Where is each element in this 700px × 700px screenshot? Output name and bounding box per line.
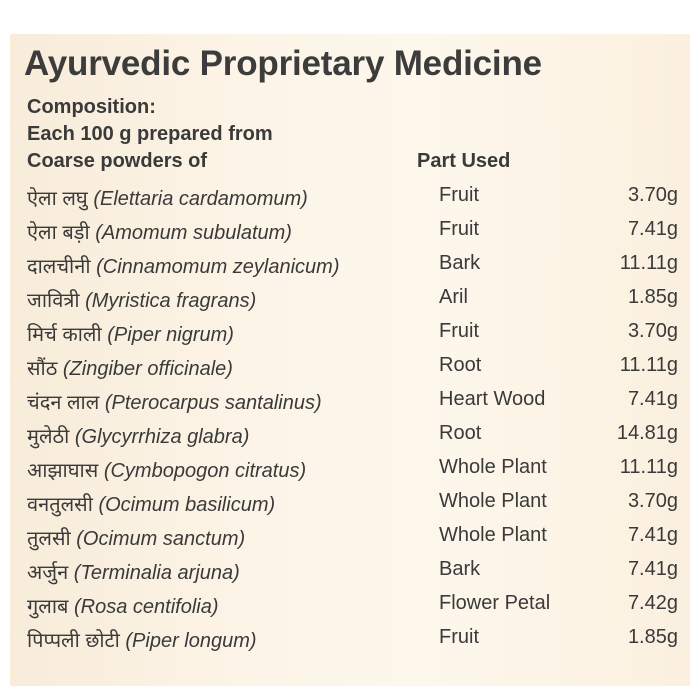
ingredient-latin-name: (Ocimum sanctum) — [76, 528, 246, 550]
ingredient-latin-name: (Piper nigrum) — [107, 324, 234, 346]
ingredient-name — [27, 218, 292, 245]
ingredient-hindi-name: ऐला बड़ी — [27, 222, 90, 244]
ingredient-row — [10, 418, 690, 452]
ingredient-quantity: 11.11g — [619, 354, 678, 376]
ingredient-latin-name: (Ocimum basilicum) — [98, 494, 276, 516]
ingredient-quantity: 11.11g — [619, 252, 678, 274]
ingredient-latin-name: (Zingiber officinale) — [62, 358, 233, 380]
ingredient-part-used: Aril — [439, 286, 468, 308]
ingredient-row — [10, 520, 690, 554]
ingredient-latin-name: (Piper longum) — [125, 630, 257, 652]
ingredient-row — [10, 622, 690, 656]
ingredient-quantity: 14.81g — [616, 422, 678, 444]
ingredient-quantity: 1.85g — [627, 626, 678, 648]
ingredient-latin-name: (Amomum subulatum) — [95, 222, 292, 244]
ingredient-quantity: 3.70g — [627, 490, 678, 512]
ingredient-hindi-name: वनतुलसी — [27, 494, 93, 516]
ingredient-name — [27, 184, 308, 211]
ingredient-quantity: 3.70g — [627, 184, 678, 206]
ingredient-part-used: Whole Plant — [439, 490, 547, 512]
ingredient-name — [27, 558, 240, 585]
ingredient-row — [10, 214, 690, 248]
ingredient-latin-name: (Cinnamomum zeylanicum) — [96, 256, 340, 278]
coarse-powders-line: Coarse powders of — [27, 150, 208, 172]
ingredient-row — [10, 180, 690, 214]
ingredient-latin-name: (Terminalia arjuna) — [73, 562, 240, 584]
ingredient-name — [27, 626, 257, 653]
ingredient-latin-name: (Myristica fragrans) — [85, 290, 257, 312]
ingredient-part-used: Heart Wood — [439, 388, 546, 410]
ingredient-part-used: Root — [439, 422, 482, 444]
ingredient-row — [10, 588, 690, 622]
ingredient-part-used: Root — [439, 354, 482, 376]
ingredient-latin-name: (Rosa centifolia) — [73, 596, 219, 618]
ingredient-hindi-name: चंदन लाल — [27, 392, 100, 414]
ingredient-quantity: 7.41g — [627, 524, 678, 546]
ingredient-latin-name: (Pterocarpus santalinus) — [104, 392, 322, 414]
ingredient-row — [10, 384, 690, 418]
ingredient-quantity: 1.85g — [627, 286, 678, 308]
ingredient-latin-name: (Glycyrrhiza glabra) — [74, 426, 250, 448]
ingredient-hindi-name: तुलसी — [27, 528, 71, 550]
ingredient-row — [10, 452, 690, 486]
ingredient-name — [27, 490, 275, 517]
ingredient-name — [27, 592, 219, 619]
ingredient-hindi-name: गुलाब — [27, 596, 69, 618]
ingredient-latin-name: (Elettaria cardamomum) — [93, 188, 308, 210]
ingredient-quantity: 11.11g — [619, 456, 678, 478]
ingredient-quantity: 7.41g — [627, 218, 678, 240]
ingredient-part-used: Whole Plant — [439, 456, 547, 478]
ingredient-part-used: Whole Plant — [439, 524, 547, 546]
ingredient-quantity: 3.70g — [627, 320, 678, 342]
ingredient-quantity: 7.42g — [627, 592, 678, 614]
label-panel — [10, 34, 690, 686]
ingredient-part-used: Bark — [439, 252, 481, 274]
ingredient-hindi-name: ऐला लघु — [27, 188, 88, 210]
ingredient-row — [10, 316, 690, 350]
ingredient-row — [10, 282, 690, 316]
ingredient-part-used: Flower Petal — [439, 592, 551, 614]
ingredient-row — [10, 486, 690, 520]
ingredient-part-used: Fruit — [439, 218, 479, 240]
ingredient-hindi-name: जावित्री — [27, 290, 80, 312]
part-used-header: Part Used — [417, 150, 511, 172]
ingredient-hindi-name: मिर्च काली — [27, 324, 102, 346]
ingredient-name — [27, 354, 233, 381]
ingredient-part-used: Bark — [439, 558, 481, 580]
ingredient-hindi-name: दालचीनी — [27, 256, 91, 278]
ingredient-hindi-name: मुलेठी — [27, 426, 70, 448]
ingredient-row — [10, 554, 690, 588]
ingredient-list — [10, 180, 690, 656]
ingredient-hindi-name: आझाघास — [27, 460, 99, 482]
ingredient-name — [27, 320, 234, 347]
preparation-line: Each 100 g prepared from — [27, 123, 273, 145]
ingredient-part-used: Fruit — [439, 626, 479, 648]
ingredient-name — [27, 286, 256, 313]
ingredient-name — [27, 388, 322, 415]
ingredient-name — [27, 252, 340, 279]
ingredient-latin-name: (Cymbopogon citratus) — [103, 460, 307, 482]
ingredient-part-used: Fruit — [439, 320, 479, 342]
ingredient-row — [10, 350, 690, 384]
ingredient-quantity: 7.41g — [627, 558, 678, 580]
ingredient-hindi-name: पिप्पली छोटी — [27, 630, 120, 652]
composition-label: Composition: — [27, 96, 156, 118]
ingredient-name — [27, 524, 245, 551]
ingredient-name — [27, 456, 306, 483]
ingredient-hindi-name: अर्जुन — [27, 562, 69, 584]
ingredient-part-used: Fruit — [439, 184, 479, 206]
ingredient-hindi-name: सौंठ — [27, 358, 58, 380]
ingredient-quantity: 7.41g — [627, 388, 678, 410]
ingredient-name — [27, 422, 249, 449]
ingredient-row — [10, 248, 690, 282]
label-title: Ayurvedic Proprietary Medicine — [24, 44, 542, 83]
